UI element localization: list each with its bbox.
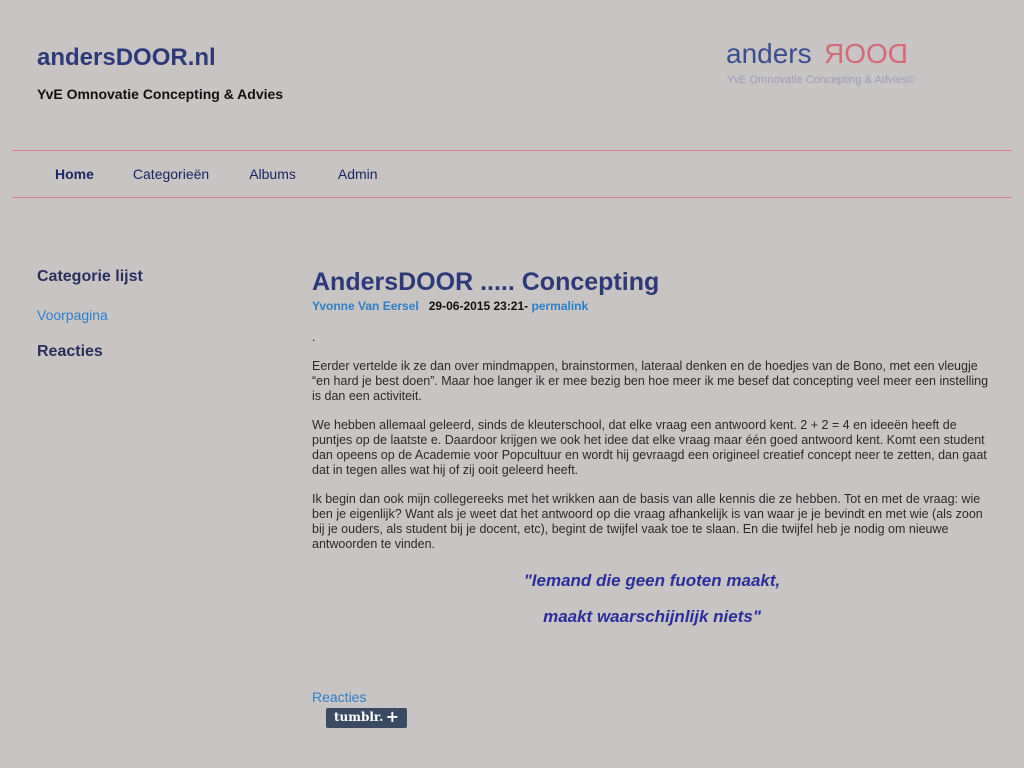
post-paragraph: Ik begin dan ook mijn collegereeks met het wrikken aan de basis van alle kennis die ze hebben. Tot en met de vraag: wie ben je eigenlijk? Want als je weet dat het antwoord op die vraag afhankelijk is van waar je je bevindt en met wie (als zoon bij je ouders, als student bij je docent, etc), begint de twijfel vaak toe te slaan. En die twijfel heb je nodig om nieuwe antwoorden te vinden. — [312, 492, 983, 551]
site-tagline: YvE Omnovatie Concepting & Advies — [37, 86, 284, 102]
post-meta — [312, 299, 588, 313]
post-author[interactable]: Yvonne Van Eersel — [312, 299, 419, 313]
post-date: 29-06-2015 23:21- — [428, 299, 529, 313]
post-paragraph: We hebben allemaal geleerd, sinds de kleuterschool, dat elke vraag een antwoord kent. 2 + 2 = 4 en ideeën heeft de puntjes op de laatste e. Daardoor krijgen we ook het idee dat elke vraag maar één goed antwoord kent. Komt een student dan opeens op de Academie voor Popcultuur en wordt hij gevraagd een origineel creatief concept neer te zetten, dan gaat dat in tegen alles wat hij of zij ooit geleerd heeft. — [312, 418, 987, 477]
main-nav — [55, 166, 378, 182]
permalink-link[interactable]: permalink — [531, 299, 589, 313]
post-paragraph: Eerder vertelde ik ze dan over mindmappen, brainstormen, lateraal denken en de hoedjes van de Bono, met een vleugje “en hard je best doen”. Maar hoe langer ik er mee bezig ben hoe meer ik me besef dat concepting veel meer een instelling is dan een activiteit. — [312, 359, 989, 403]
post-paragraph: . — [312, 330, 316, 344]
quote-line-1: "Iemand die geen fuoten maakt, — [523, 571, 781, 590]
post-title: AndersDOOR ..... Concepting — [312, 268, 660, 296]
nav-albums[interactable]: Albums — [249, 166, 296, 182]
sidebar-reacties-heading: Reacties — [37, 343, 103, 360]
nav-categorieen[interactable]: Categorieën — [132, 166, 210, 182]
plus-icon: + — [385, 707, 399, 726]
nav-bottom-divider — [12, 197, 1012, 198]
post-body — [312, 330, 992, 566]
reacties-link[interactable]: Reacties — [312, 689, 367, 705]
logo-subtitle: YvE Omnovatie Concepting & Advies© — [727, 74, 916, 86]
nav-home[interactable]: Home — [55, 166, 94, 182]
nav-admin[interactable]: Admin — [337, 166, 378, 182]
site-logo[interactable] — [726, 38, 946, 94]
sidebar-link-voorpagina[interactable]: Voorpagina — [37, 307, 108, 323]
logo-mirrored-word: DOOR — [824, 38, 908, 69]
nav-top-divider — [12, 150, 1012, 151]
quote-line-2: maakt waarschijnlijk niets" — [543, 607, 761, 626]
tumblr-label: tumblr. — [334, 710, 384, 724]
site-title[interactable]: andersDOOR.nl — [37, 44, 216, 71]
logo-word: anders — [726, 38, 812, 69]
sidebar-category-heading: Categorie lijst — [37, 268, 143, 285]
tumblr-share-button[interactable] — [326, 708, 407, 728]
